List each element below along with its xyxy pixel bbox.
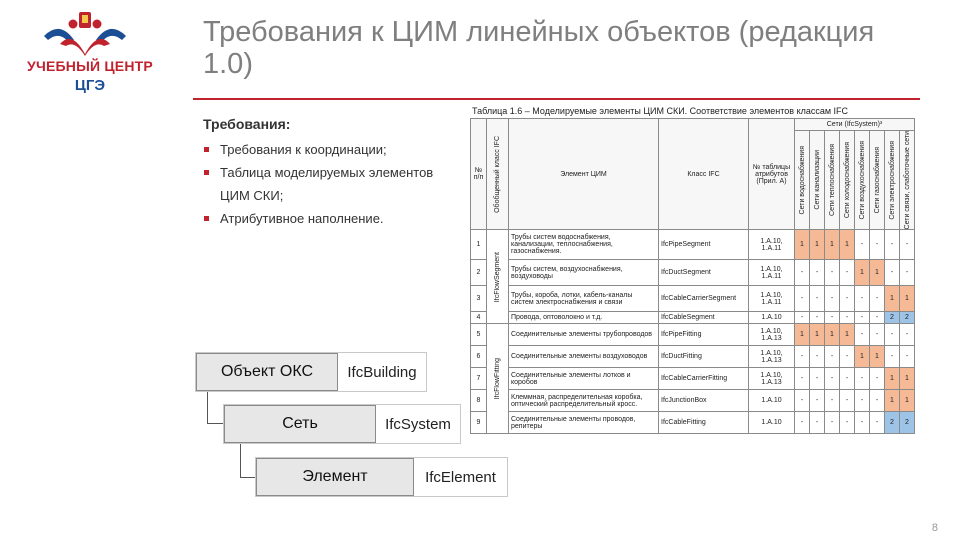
row-network-cell: - <box>810 412 825 434</box>
row-network-cell: - <box>810 260 825 286</box>
row-number: 6 <box>471 346 487 368</box>
requirements-list <box>203 138 453 230</box>
row-ifc-class: IfcCableSegment <box>659 312 749 324</box>
requirement-item: Требования к координации; <box>203 138 453 161</box>
row-ifc-class: IfcDuctSegment <box>659 260 749 286</box>
row-ifc-class: IfcCableFitting <box>659 412 749 434</box>
row-element: Провода, оптоволокно и т.д. <box>509 312 659 324</box>
row-number: 3 <box>471 286 487 312</box>
row-network-cell: - <box>840 368 855 390</box>
row-network-cell: - <box>840 286 855 312</box>
row-network-cell: 1 <box>855 346 870 368</box>
row-ifc-class: IfcDuctFitting <box>659 346 749 368</box>
row-network-cell: - <box>840 412 855 434</box>
row-number: 7 <box>471 368 487 390</box>
row-network-cell: 1 <box>810 230 825 260</box>
row-attr-table: 1.А.10 <box>749 312 795 324</box>
requirement-item: Таблица моделируемых элементов ЦИМ СКИ; <box>203 161 453 207</box>
row-element: Трубы систем водоснабжения, канализации, теплоснабжения, газоснабжения. <box>509 230 659 260</box>
hierarchy-node-building <box>195 352 427 392</box>
logo-line2: ЦГЭ <box>74 77 106 94</box>
row-network-cell: - <box>855 230 870 260</box>
row-number: 9 <box>471 412 487 434</box>
row-network-cell: - <box>855 312 870 324</box>
row-attr-table: 1.А.10, 1.А.13 <box>749 368 795 390</box>
header-network-col: Сети холодоснабжения <box>840 131 855 230</box>
row-network-cell: - <box>825 286 840 312</box>
row-network-cell: 1 <box>885 390 900 412</box>
header-attr-table: № таблицы атрибутов (Прил. А) <box>749 119 795 230</box>
requirement-item: Атрибутивное наполнение. <box>203 207 453 230</box>
row-ifc-class: IfcCableCarrierSegment <box>659 286 749 312</box>
header-group: Обобщенный класс IFC <box>487 119 509 230</box>
row-network-cell: - <box>885 260 900 286</box>
table-row <box>471 324 915 346</box>
page-number: 8 <box>931 522 938 534</box>
row-network-cell: - <box>825 346 840 368</box>
header-network-col: Сети электроснабжения <box>885 131 900 230</box>
row-network-cell: - <box>900 230 915 260</box>
header-network-col: Сети водоснабжения <box>795 131 810 230</box>
table-row <box>471 286 915 312</box>
table-row <box>471 312 915 324</box>
row-network-cell: 1 <box>885 286 900 312</box>
row-attr-table: 1.А.10, 1.А.11 <box>749 230 795 260</box>
row-network-cell: - <box>795 312 810 324</box>
title-divider <box>193 98 920 100</box>
row-element: Соединительные элементы воздуховодов <box>509 346 659 368</box>
hierarchy-connector <box>207 392 224 424</box>
row-network-cell: - <box>795 412 810 434</box>
row-attr-table: 1.А.10, 1.А.11 <box>749 260 795 286</box>
row-network-cell: - <box>825 412 840 434</box>
row-number: 5 <box>471 324 487 346</box>
row-number: 2 <box>471 260 487 286</box>
hierarchy-node-element <box>255 457 508 497</box>
header-network-col: Сети канализации <box>810 131 825 230</box>
row-attr-table: 1.А.10, 1.А.13 <box>749 324 795 346</box>
row-ifc-class: IfcCableCarrierFitting <box>659 368 749 390</box>
table-row <box>471 230 915 260</box>
row-network-cell: - <box>870 312 885 324</box>
hierarchy-ifc: IfcBuilding <box>347 363 417 381</box>
row-network-cell: - <box>810 346 825 368</box>
row-ifc-class: IfcPipeSegment <box>659 230 749 260</box>
row-network-cell: - <box>810 368 825 390</box>
row-network-cell: 1 <box>795 324 810 346</box>
row-network-cell: - <box>885 230 900 260</box>
row-network-cell: 1 <box>900 368 915 390</box>
header-network-col: Сети воздухоснабжения <box>855 131 870 230</box>
row-network-cell: - <box>870 368 885 390</box>
row-network-cell: 2 <box>900 312 915 324</box>
row-network-cell: - <box>885 346 900 368</box>
hierarchy-ifc: IfcElement <box>425 468 496 486</box>
table-caption: Таблица 1.6 – Моделируемые элементы ЦИМ СКИ. Соответствие элементов классам IFC <box>472 106 849 116</box>
row-network-cell: 1 <box>870 346 885 368</box>
table-fade <box>468 434 918 450</box>
hierarchy-label: Элемент <box>256 458 414 496</box>
row-network-cell: 1 <box>795 230 810 260</box>
row-attr-table: 1.А.10, 1.А.13 <box>749 346 795 368</box>
hierarchy-connector <box>240 444 256 478</box>
row-network-cell: 1 <box>840 230 855 260</box>
row-network-cell: - <box>795 286 810 312</box>
row-network-cell: - <box>795 368 810 390</box>
row-network-cell: - <box>825 368 840 390</box>
row-network-cell: - <box>870 390 885 412</box>
row-network-cell: 1 <box>900 390 915 412</box>
row-number: 1 <box>471 230 487 260</box>
row-network-cell: 1 <box>855 260 870 286</box>
requirements-block <box>203 116 453 230</box>
table-row <box>471 368 915 390</box>
row-network-cell: - <box>840 312 855 324</box>
logo <box>10 8 170 100</box>
row-ifc-class: IfcJunctionBox <box>659 390 749 412</box>
row-network-cell: - <box>855 390 870 412</box>
row-element: Трубы, короба, лотки, кабель-каналы систем электроснабжения и связи <box>509 286 659 312</box>
row-network-cell: - <box>870 230 885 260</box>
row-network-cell: - <box>840 390 855 412</box>
header-network-col: Сети теплоснабжения <box>825 131 840 230</box>
requirements-heading: Требования: <box>203 116 291 132</box>
row-network-cell: - <box>870 412 885 434</box>
row-attr-table: 1.А.10 <box>749 390 795 412</box>
row-number: 8 <box>471 390 487 412</box>
row-network-cell: 1 <box>900 286 915 312</box>
table-row <box>471 412 915 434</box>
row-network-cell: 1 <box>870 260 885 286</box>
row-network-cell: - <box>825 390 840 412</box>
row-element: Трубы систем, воздухоснабжения, воздуховоды <box>509 260 659 286</box>
logo-line1: УЧЕБНЫЙ ЦЕНТР <box>27 58 153 74</box>
row-attr-table: 1.А.10 <box>749 412 795 434</box>
logo-emblem-icon <box>40 10 130 58</box>
row-group: IfcFlowSegment <box>487 230 509 324</box>
row-element: Соединительные элементы лотков и коробов <box>509 368 659 390</box>
row-number: 4 <box>471 312 487 324</box>
header-element: Элемент ЦИМ <box>509 119 659 230</box>
hierarchy-node-system <box>223 404 461 444</box>
table-row <box>471 390 915 412</box>
page-title: Требования к ЦИМ линейных объектов (редакция 1.0) <box>203 16 875 80</box>
row-ifc-class: IfcPipeFitting <box>659 324 749 346</box>
row-element: Клеммная, распределительная коробка, оптический распределительный кросс. <box>509 390 659 412</box>
row-network-cell: - <box>855 412 870 434</box>
row-network-cell: - <box>825 312 840 324</box>
row-network-cell: - <box>840 260 855 286</box>
row-network-cell: 1 <box>885 368 900 390</box>
hierarchy-label: Сеть <box>224 405 376 443</box>
row-network-cell: 2 <box>885 412 900 434</box>
header-network-col: Сети газоснабжения <box>870 131 885 230</box>
row-network-cell: - <box>900 346 915 368</box>
row-network-cell: 2 <box>900 412 915 434</box>
hierarchy-label: Объект ОКС <box>196 353 338 391</box>
row-network-cell: - <box>855 324 870 346</box>
row-network-cell: - <box>855 368 870 390</box>
elements-table <box>470 118 915 434</box>
row-network-cell: - <box>870 286 885 312</box>
row-network-cell: - <box>870 324 885 346</box>
table-row <box>471 346 915 368</box>
row-network-cell: - <box>810 312 825 324</box>
row-network-cell: 1 <box>825 324 840 346</box>
elements-table-figure <box>468 104 918 450</box>
row-network-cell: - <box>885 324 900 346</box>
row-network-cell: - <box>855 286 870 312</box>
row-network-cell: - <box>840 346 855 368</box>
row-network-cell: 1 <box>825 230 840 260</box>
row-network-cell: 1 <box>810 324 825 346</box>
row-network-cell: - <box>795 346 810 368</box>
header-networks: Сети (IfcSystem)³ <box>795 119 915 131</box>
row-network-cell: - <box>900 260 915 286</box>
table-row <box>471 260 915 286</box>
row-attr-table: 1.А.10, 1.А.11 <box>749 286 795 312</box>
row-network-cell: - <box>825 260 840 286</box>
header-network-col: Сети связи, слаботочные сети <box>900 131 915 230</box>
row-network-cell: - <box>900 324 915 346</box>
row-network-cell: - <box>810 286 825 312</box>
row-element: Соединительные элементы проводов, репитеры <box>509 412 659 434</box>
row-network-cell: - <box>795 260 810 286</box>
hierarchy-ifc: IfcSystem <box>385 415 451 433</box>
row-network-cell: 1 <box>840 324 855 346</box>
row-network-cell: 2 <box>885 312 900 324</box>
row-group: IfcFlowFitting <box>487 324 509 434</box>
row-network-cell: - <box>795 390 810 412</box>
header-ifc-class: Класс IFC <box>659 119 749 230</box>
header-num: № п/п <box>471 119 487 230</box>
row-element: Соединительные элементы трубопроводов <box>509 324 659 346</box>
row-network-cell: - <box>810 390 825 412</box>
